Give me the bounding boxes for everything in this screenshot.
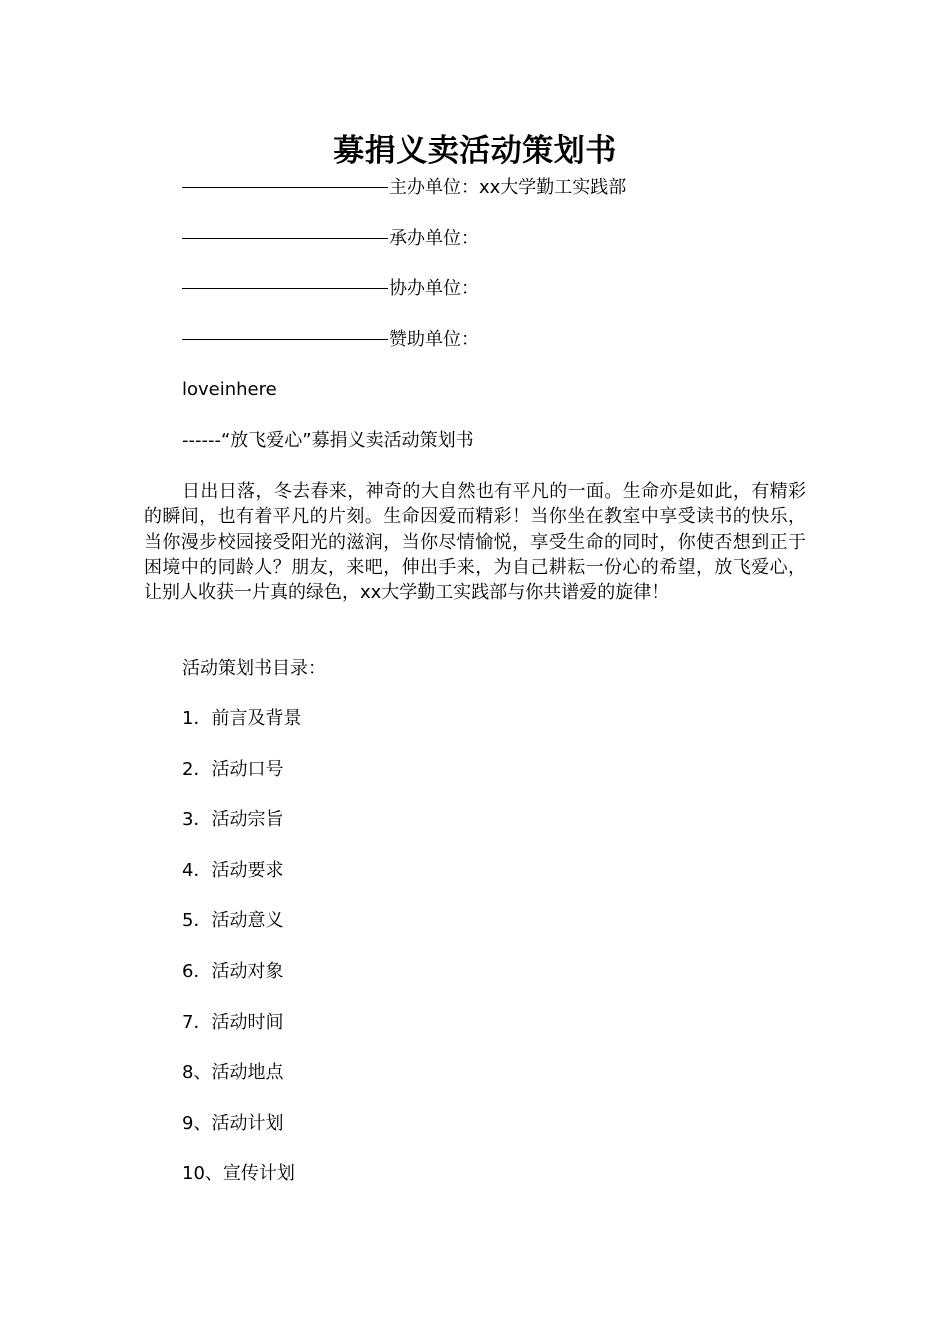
document-title: 募捐义卖活动策划书 xyxy=(333,133,617,169)
toc-item: 7．活动时间 xyxy=(182,1012,284,1033)
toc-item: 6．活动对象 xyxy=(182,961,284,982)
organizer-sponsor-label: 赞助单位： xyxy=(389,329,479,350)
toc-item: 8、活动地点 xyxy=(182,1062,284,1083)
dash-rule xyxy=(182,238,388,239)
dash-rule xyxy=(182,187,388,188)
dash-rule xyxy=(182,339,388,340)
organizer-sponsor xyxy=(182,327,479,352)
organizer-undertaker xyxy=(182,226,479,251)
dash-rule xyxy=(182,288,388,289)
organizer-undertaker-label: 承办单位： xyxy=(389,228,479,249)
toc-item: 2．活动口号 xyxy=(182,759,284,780)
author-line: loveinhere xyxy=(182,379,277,400)
toc-item: 1．前言及背景 xyxy=(182,708,302,729)
organizer-host xyxy=(182,175,626,200)
toc-item: 3．活动宗旨 xyxy=(182,809,284,830)
organizer-co-organizer xyxy=(182,276,479,301)
toc-heading: 活动策划书目录： xyxy=(182,658,326,679)
subtitle-line: ------“放飞爱心”募捐义卖活动策划书 xyxy=(182,430,474,451)
intro-paragraph: 日出日落，冬去春来，神奇的大自然也有平凡的一面。生命亦是如此，有精彩的瞬间，也有着平凡的片刻。生命因爱而精彩！当你坐在教室中享受读书的快乐，当你漫步校园接受阳光的滋润，当你尽情愉悦，享受生命的同时，你使否想到正于困境中的同龄人？朋友，来吧，伸出手来，为自己耕耘一份心的希望，放飞爱心，让别人收获一片真的绿色，xx大学勤工实践部与你共谱爱的旋律！ xyxy=(144,481,806,604)
toc-item: 5．活动意义 xyxy=(182,910,284,931)
organizer-co-organizer-label: 协办单位： xyxy=(389,278,479,299)
toc-item: 4．活动要求 xyxy=(182,860,284,881)
toc-item: 10、宣传计划 xyxy=(182,1163,295,1184)
toc-item: 9、活动计划 xyxy=(182,1113,284,1134)
organizer-host-label: 主办单位：xx大学勤工实践部 xyxy=(389,177,627,198)
